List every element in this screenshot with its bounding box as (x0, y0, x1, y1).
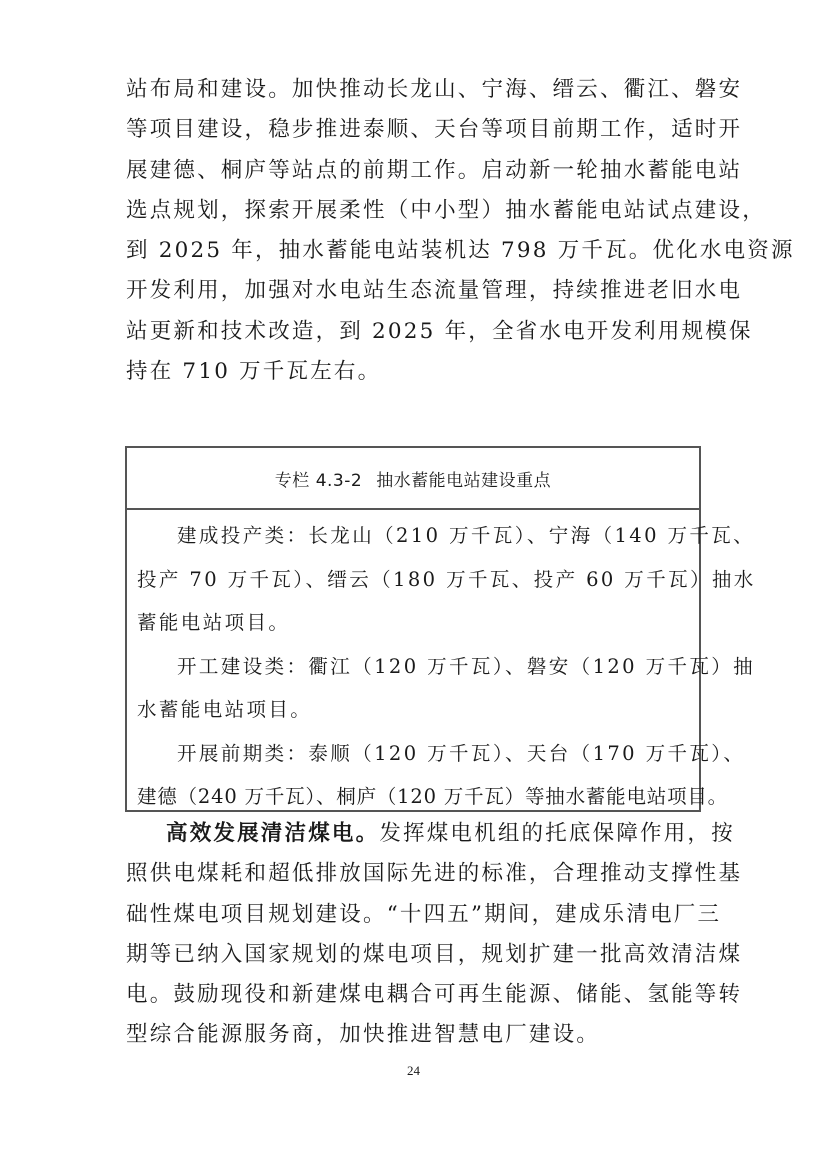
text-line: 开发利用，加强对水电站生态流量管理，持续推进老旧水电 (126, 278, 743, 304)
page-number: 24 (407, 1063, 420, 1078)
text-line (126, 814, 735, 854)
text-line: 等项目建设，稳步推进泰顺、天台等项目前期工作，适时开 (126, 117, 743, 143)
paragraph-heading: 高效发展清洁煤电。 (166, 821, 380, 846)
box-line: 建成投产类：长龙山（210 万千瓦）、宁海（140 万千瓦、 (177, 524, 756, 547)
column-box-pumped-storage (125, 446, 756, 812)
box-line: 投产 70 万千瓦）、缙云（180 万千瓦、投产 60 万千瓦）抽水 (137, 567, 756, 591)
text-line: 持在 710 万千瓦左右。 (126, 359, 382, 385)
text-line: 到 2025 年，抽水蓄能电站装机达 798 万千瓦。优化水电资源 (126, 238, 795, 264)
box-line: 开展前期类：泰顺（120 万千瓦）、天台（170 万千瓦）、 (177, 741, 746, 765)
box-title-text: 抽水蓄能电站建设重点 (376, 470, 552, 491)
text-line: 站更新和技术改造，到 2025 年，全省水电开发利用规模保 (126, 318, 753, 344)
box-title (127, 448, 699, 510)
box-line: 建德（240 万千瓦）、桐庐（120 万千瓦）等抽水蓄能电站项目。 (137, 785, 728, 808)
box-line: 开工建设类：衢江（120 万千瓦）、磐安（120 万千瓦）抽 (177, 654, 756, 678)
text-line: 型综合能源服务商，加快推进智慧电厂建设。 (126, 1022, 601, 1048)
paragraph-hydropower (126, 70, 795, 392)
text-line: 电。鼓励现役和新建煤电耦合可再生能源、储能、氢能等转 (126, 982, 743, 1008)
text-line: 站布局和建设。加快推动长龙山、宁海、缙云、衢江、磐安 (126, 77, 743, 102)
text-line: 选点规划，探索开展柔性（中小型）抽水蓄能电站试点建设， (126, 197, 766, 223)
box-number: 专栏 4.3-2 (274, 470, 363, 491)
box-body (127, 510, 756, 819)
text-line: 期等已纳入国家规划的煤电项目，规划扩建一批高效清洁煤 (126, 941, 743, 967)
text-line: 础性煤电项目规划建设。“十四五”期间，建成乐清电厂三 (126, 901, 722, 927)
text-line: 展建德、桐庐等站点的前期工作。启动新一轮抽水蓄能电站 (126, 157, 743, 183)
text-line: 照供电煤耗和超低排放国际先进的标准，合理推动支撑性基 (126, 861, 743, 887)
box-line: 水蓄能电站项目。 (137, 698, 313, 721)
box-line: 蓄能电站项目。 (137, 611, 291, 634)
paragraph-coal-power (126, 814, 743, 1056)
text-fragment: 发挥煤电机组的托底保障作用，按 (379, 821, 735, 846)
